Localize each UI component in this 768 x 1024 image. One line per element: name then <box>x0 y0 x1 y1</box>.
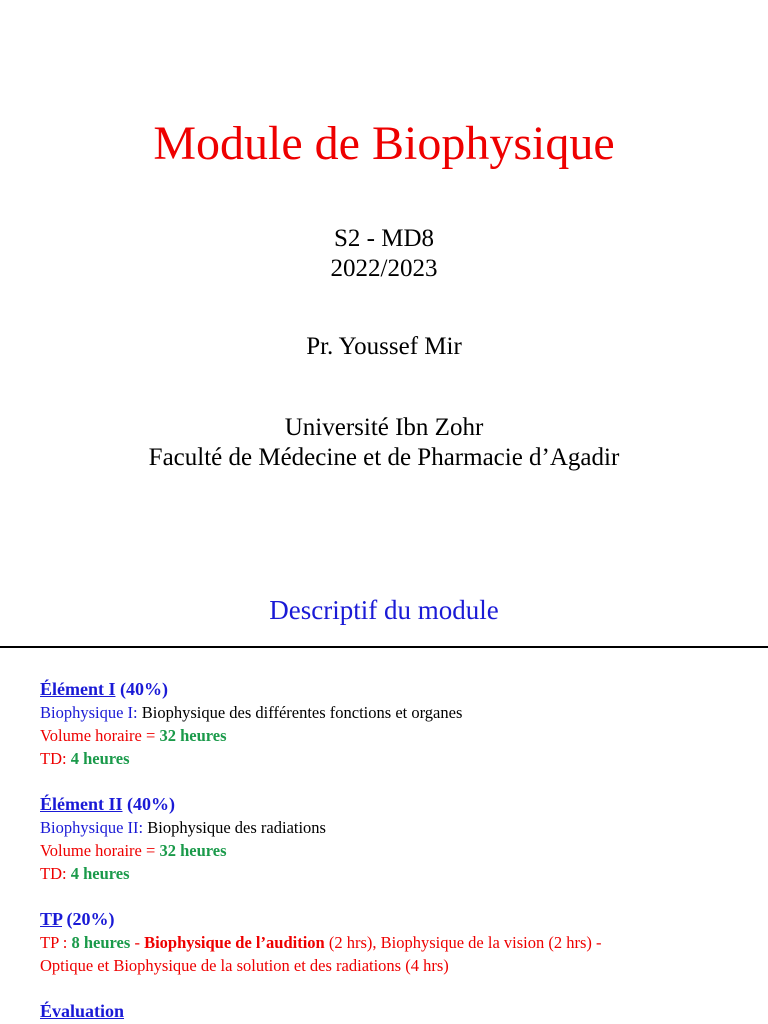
tp-audition: Biophysique de l’audition <box>144 933 325 952</box>
element2-course-label: Biophysique II: <box>40 818 144 837</box>
element1-title: Élément I <box>40 679 116 699</box>
element2-td-value: 4 heures <box>70 864 130 883</box>
element2-volume-label: Volume horaire = <box>40 841 160 860</box>
element1-td-label: TD: <box>40 749 71 768</box>
course-info <box>0 224 768 284</box>
tp-title: TP <box>40 909 63 929</box>
element1-volume-label: Volume horaire = <box>40 726 160 745</box>
element2-volume-value: 32 heures <box>159 841 227 860</box>
evaluation-heading <box>40 999 740 1023</box>
element1-course-label: Biophysique I: <box>40 703 138 722</box>
element2-heading <box>40 792 740 816</box>
element1-weight: (40%) <box>115 679 168 699</box>
element2-volume <box>40 839 740 862</box>
element1-volume-value: 32 heures <box>159 726 227 745</box>
faculty-name: Faculté de Médecine et de Pharmacie d’Agadir <box>148 444 620 471</box>
element2-td-label: TD: <box>40 864 71 883</box>
institution-info <box>0 413 768 473</box>
element1-td <box>40 747 740 770</box>
professor-name: Pr. Youssef Mir <box>306 333 462 360</box>
tp-separator: - <box>130 933 145 952</box>
tp-line-1 <box>40 931 740 954</box>
semester-text: S2 - MD8 <box>333 225 434 252</box>
horizontal-divider <box>0 646 768 648</box>
academic-year: 2022/2023 <box>330 255 438 282</box>
element1-volume <box>40 724 740 747</box>
element1-heading <box>40 677 740 701</box>
tp-label: TP : <box>40 933 72 952</box>
element1-course <box>40 701 740 724</box>
tp-hours: 8 heures <box>71 933 131 952</box>
tp-line-2: Optique et Biophysique de la solution et des radiations (4 hrs) <box>40 956 449 975</box>
tp-heading <box>40 907 740 931</box>
tp-weight: (20%) <box>62 909 115 929</box>
element2-title: Élément II <box>40 794 123 814</box>
module-description <box>40 677 740 1023</box>
evaluation-title: Évaluation <box>40 1001 125 1021</box>
element2-td <box>40 862 740 885</box>
university-name: Université Ibn Zohr <box>284 414 484 441</box>
element2-course-text: Biophysique des radiations <box>143 818 326 837</box>
tp-rest: (2 hrs), Biophysique de la vision (2 hrs) - <box>324 933 602 952</box>
element1-course-text: Biophysique des différentes fonctions et organes <box>137 703 463 722</box>
element2-course <box>40 816 740 839</box>
element1-td-value: 4 heures <box>70 749 130 768</box>
section-title: Descriptif du module <box>269 595 499 625</box>
page-title: Module de Biophysique <box>153 117 615 170</box>
element2-weight: (40%) <box>122 794 175 814</box>
